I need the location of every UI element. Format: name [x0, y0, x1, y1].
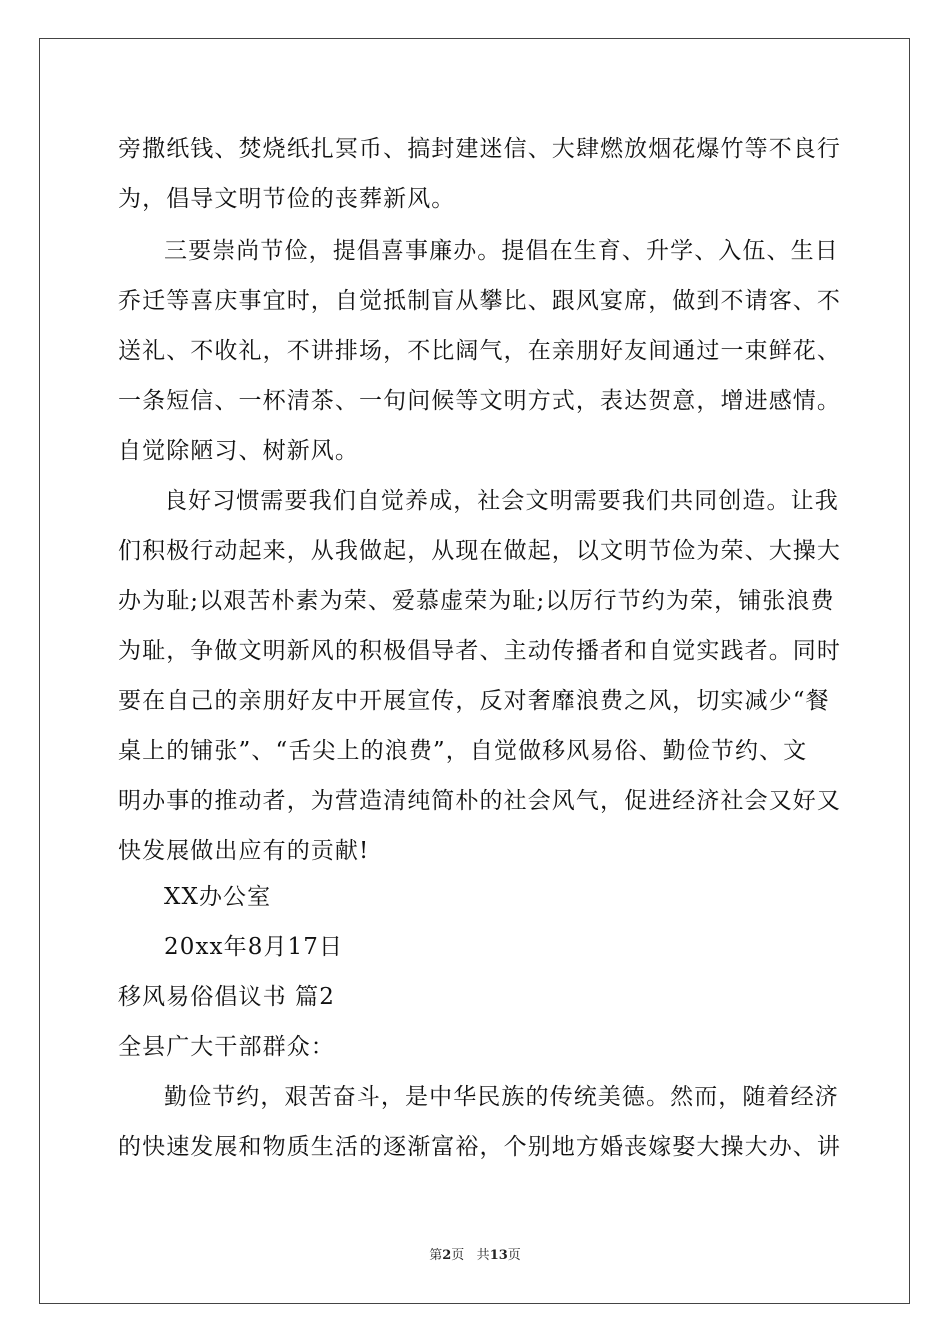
text-line: 的快速发展和物质生活的逐渐富裕，个别地方婚丧嫁娶大操大办、讲 — [118, 1134, 841, 1160]
text-line: 自觉除陋习、树新风。 — [118, 438, 359, 464]
text-line: 快发展做出应有的贡献! — [118, 838, 370, 864]
section-heading: 移风易俗倡议书 篇2 — [118, 984, 335, 1010]
paragraph-start-line: 三要崇尚节俭，提倡喜事廉办。提倡在生育、升学、入伍、生日 — [164, 238, 839, 264]
text-line: 要在自己的亲朋好友中开展宣传，反对奢靡浪费之风，切实减少“餐 — [118, 688, 830, 714]
text-line: 明办事的推动者，为营造清纯简朴的社会风气，促进经济社会又好又 — [118, 788, 841, 814]
text-line: 为耻，争做文明新风的积极倡导者、主动传播者和自觉实践者。同时 — [118, 638, 841, 664]
text-line: 为，倡导文明节俭的丧葬新风。 — [118, 186, 456, 212]
text-line: 一条短信、一杯清茶、一句问候等文明方式，表达贺意，增进感情。 — [118, 388, 841, 414]
text-line: 乔迁等喜庆事宜时，自觉抵制盲从攀比、跟风宴席，做到不请客、不 — [118, 288, 841, 314]
total-prefix: 共 — [476, 1248, 490, 1263]
signature-office: XX办公室 — [164, 884, 272, 910]
text-line: 桌上的铺张”、“舌尖上的浪费”，自觉做移风易俗、勤俭节约、文 — [118, 738, 808, 764]
total-suffix: 页 — [507, 1248, 521, 1263]
signature-date: 20xx年8月17日 — [164, 934, 344, 960]
text-line: 送礼、不收礼，不讲排场，不比阔气，在亲朋好友间通过一束鲜花、 — [118, 338, 841, 364]
text-line: 们积极行动起来，从我做起，从现在做起，以文明节俭为荣、大操大 — [118, 538, 841, 564]
total-pages: 13 — [489, 1248, 508, 1263]
text-line: 旁撒纸钱、焚烧纸扎冥币、搞封建迷信、大肆燃放烟花爆竹等不良行 — [118, 136, 841, 162]
page-number: 2 — [442, 1248, 452, 1263]
salutation: 全县广大干部群众： — [118, 1034, 335, 1060]
page-footer — [0, 1248, 950, 1264]
paragraph-start-line: 勤俭节约，艰苦奋斗，是中华民族的传统美德。然而，随着经济 — [164, 1084, 839, 1110]
text-line: 办为耻;以艰苦朴素为荣、爱慕虚荣为耻;以厉行节约为荣，铺张浪费 — [118, 588, 835, 614]
page-prefix: 第 — [429, 1248, 443, 1263]
paragraph-start-line: 良好习惯需要我们自觉养成，社会文明需要我们共同创造。让我 — [164, 488, 839, 514]
page-border — [39, 38, 910, 1304]
page-suffix: 页 — [451, 1248, 465, 1263]
